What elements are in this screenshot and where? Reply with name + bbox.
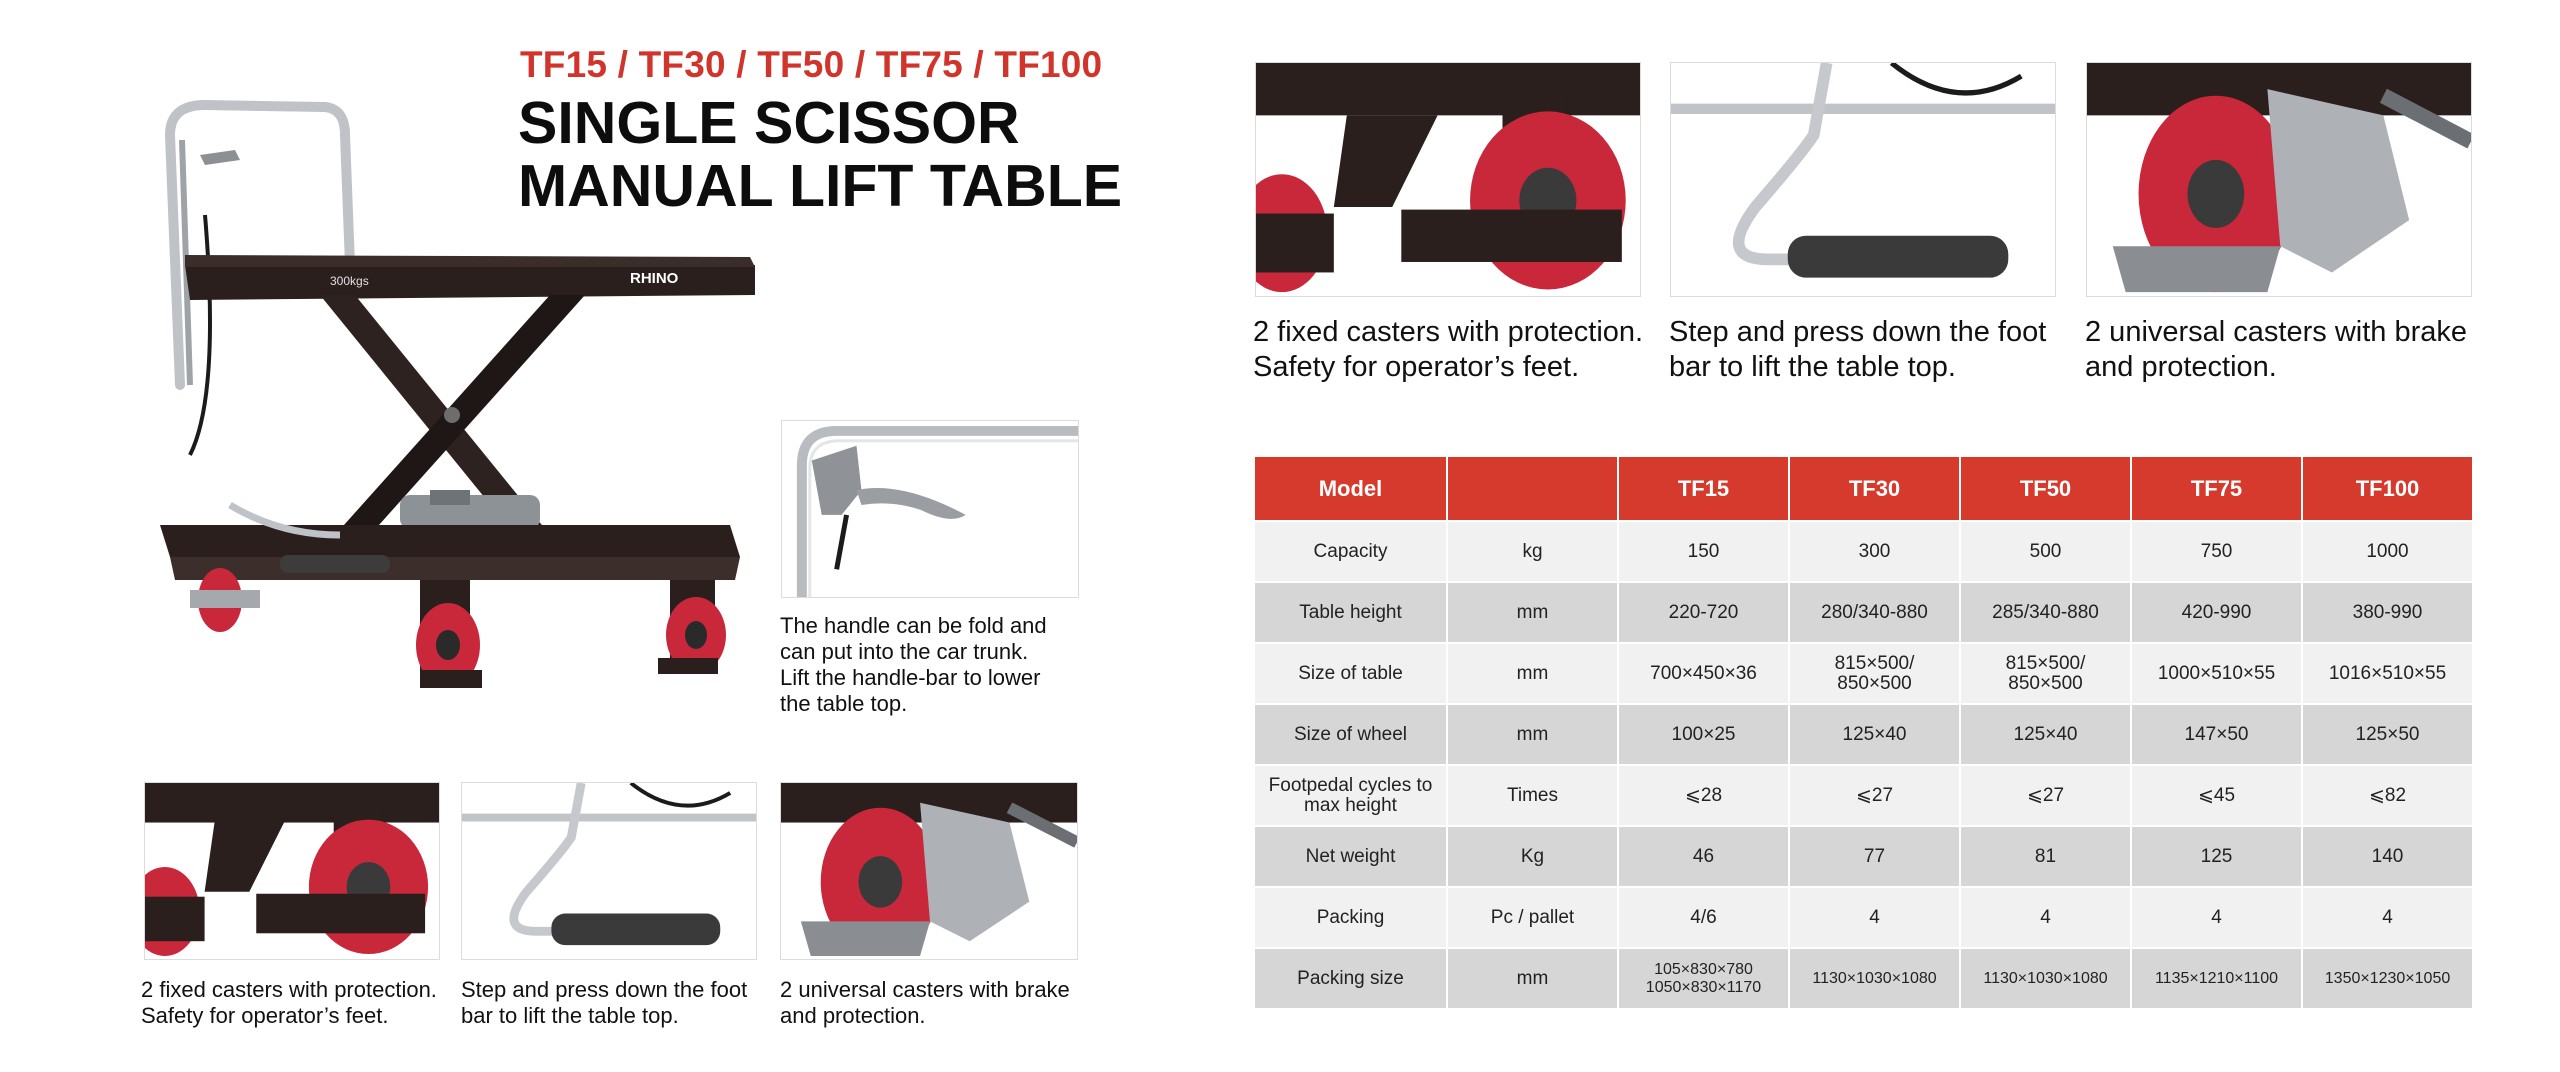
header-unit — [1447, 456, 1618, 521]
universal-casters-photo-large — [2086, 62, 2472, 297]
lift-table-product-image — [130, 95, 770, 745]
handle-caption-line: can put into the car trunk. — [780, 639, 1029, 664]
spec-value-cell: 750 — [2131, 521, 2302, 582]
spec-value-cell: 220-720 — [1618, 582, 1789, 643]
table-row — [1254, 704, 2473, 765]
spec-unit-cell: mm — [1447, 948, 1618, 1009]
universal-casters-caption-line: 2 universal casters with brake — [780, 977, 1070, 1002]
universal-casters-caption-line: and protection. — [2085, 351, 2277, 383]
spec-value-cell: 300 — [1789, 521, 1960, 582]
universal-casters-caption-small — [780, 977, 1100, 1029]
header-tf30: TF30 — [1789, 456, 1960, 521]
spec-value-cell: 4 — [1789, 887, 1960, 948]
spec-value-cell: 380-990 — [2302, 582, 2473, 643]
universal-casters-caption-line: 2 universal casters with brake — [2085, 316, 2467, 348]
spec-value-cell: 147×50 — [2131, 704, 2302, 765]
handle-caption-line: the table top. — [780, 691, 908, 716]
spec-value-cell: 815×500/ 850×500 — [1789, 643, 1960, 704]
spec-value-cell: 1135×1210×1100 — [2131, 948, 2302, 1009]
foot-bar-caption-line: Step and press down the foot — [461, 977, 748, 1002]
handle-caption — [780, 613, 1100, 717]
spec-value-cell: 140 — [2302, 826, 2473, 887]
header-tf75: TF75 — [2131, 456, 2302, 521]
spec-value-cell: 500 — [1960, 521, 2131, 582]
fixed-casters-caption-line: Safety for operator’s feet. — [141, 1003, 389, 1028]
table-row — [1254, 887, 2473, 948]
fixed-casters-photo-small — [144, 782, 440, 960]
spec-value-cell: 1016×510×55 — [2302, 643, 2473, 704]
title-line-2: MANUAL LIFT TABLE — [518, 153, 1123, 219]
header-tf50: TF50 — [1960, 456, 2131, 521]
spec-value-cell: ⩽27 — [1789, 765, 1960, 826]
table-row — [1254, 948, 2473, 1009]
fixed-casters-caption-small — [141, 977, 461, 1029]
spec-unit-cell: mm — [1447, 643, 1618, 704]
foot-bar-caption-line: Step and press down the foot — [1669, 316, 2047, 348]
spec-unit-cell: mm — [1447, 704, 1618, 765]
spec-label-cell: Footpedal cycles to max height — [1254, 765, 1447, 826]
spec-unit-cell: Times — [1447, 765, 1618, 826]
spec-value-cell: 700×450×36 — [1618, 643, 1789, 704]
handle-caption-line: The handle can be fold and — [780, 613, 1047, 638]
spec-value-cell: 285/340-880 — [1960, 582, 2131, 643]
fixed-casters-caption-line: Safety for operator’s feet. — [1253, 351, 1580, 383]
fixed-casters-photo-large — [1255, 62, 1641, 297]
header-model: Model — [1254, 456, 1447, 521]
handle-caption-line: Lift the handle-bar to lower — [780, 665, 1041, 690]
foot-bar-photo-small — [461, 782, 757, 960]
foot-bar-caption-line: bar to lift the table top. — [461, 1003, 679, 1028]
spec-label-cell: Packing size — [1254, 948, 1447, 1009]
spec-value-cell: 1130×1030×1080 — [1960, 948, 2131, 1009]
spec-label-cell: Capacity — [1254, 521, 1447, 582]
spec-value-cell: 1350×1230×1050 — [2302, 948, 2473, 1009]
universal-casters-caption-line: and protection. — [780, 1003, 926, 1028]
spec-label-cell: Size of wheel — [1254, 704, 1447, 765]
spec-value-cell: 105×830×780 1050×830×1170 — [1618, 948, 1789, 1009]
handle-detail-photo — [781, 420, 1079, 598]
spec-value-cell: 420-990 — [2131, 582, 2302, 643]
model-list-heading: TF15 / TF30 / TF50 / TF75 / TF100 — [520, 44, 1103, 85]
universal-casters-caption-large — [2085, 315, 2505, 385]
spec-value-cell: 4/6 — [1618, 887, 1789, 948]
fixed-casters-caption-line: 2 fixed casters with protection. — [141, 977, 437, 1002]
spec-value-cell: 77 — [1789, 826, 1960, 887]
specification-table — [1253, 455, 2474, 1010]
table-row — [1254, 582, 2473, 643]
spec-value-cell: 125×40 — [1789, 704, 1960, 765]
foot-bar-caption-large — [1669, 315, 2079, 385]
foot-bar-caption-small — [461, 977, 781, 1029]
spec-value-cell: 4 — [2302, 887, 2473, 948]
spec-value-cell: 280/340-880 — [1789, 582, 1960, 643]
fixed-casters-caption-large — [1253, 315, 1663, 385]
table-row — [1254, 826, 2473, 887]
table-row — [1254, 643, 2473, 704]
spec-value-cell: 125×50 — [2302, 704, 2473, 765]
spec-value-cell: 1000×510×55 — [2131, 643, 2302, 704]
spec-label-cell: Net weight — [1254, 826, 1447, 887]
spec-value-cell: ⩽28 — [1618, 765, 1789, 826]
spec-value-cell: 1000 — [2302, 521, 2473, 582]
title-line-1: SINGLE SCISSOR — [518, 90, 1020, 156]
spec-value-cell: 4 — [1960, 887, 2131, 948]
header-tf15: TF15 — [1618, 456, 1789, 521]
table-header-row — [1254, 456, 2473, 521]
universal-casters-photo-small — [780, 782, 1078, 960]
spec-value-cell: 125×40 — [1960, 704, 2131, 765]
spec-unit-cell: Pc / pallet — [1447, 887, 1618, 948]
spec-value-cell: 125 — [2131, 826, 2302, 887]
spec-value-cell: 815×500/ 850×500 — [1960, 643, 2131, 704]
spec-value-cell: ⩽27 — [1960, 765, 2131, 826]
brand-logo: RHINO — [630, 270, 679, 287]
spec-value-cell: ⩽45 — [2131, 765, 2302, 826]
spec-label-cell: Packing — [1254, 887, 1447, 948]
spec-value-cell: 4 — [2131, 887, 2302, 948]
spec-value-cell: 100×25 — [1618, 704, 1789, 765]
foot-bar-photo-large — [1670, 62, 2056, 297]
capacity-decal: 300kgs — [330, 274, 369, 288]
spec-value-cell: 1130×1030×1080 — [1789, 948, 1960, 1009]
spec-unit-cell: Kg — [1447, 826, 1618, 887]
spec-unit-cell: kg — [1447, 521, 1618, 582]
table-row — [1254, 521, 2473, 582]
foot-bar-caption-line: bar to lift the table top. — [1669, 351, 1956, 383]
spec-value-cell: 150 — [1618, 521, 1789, 582]
spec-value-cell: 46 — [1618, 826, 1789, 887]
spec-label-cell: Size of table — [1254, 643, 1447, 704]
spec-unit-cell: mm — [1447, 582, 1618, 643]
spec-value-cell: ⩽82 — [2302, 765, 2473, 826]
spec-value-cell: 81 — [1960, 826, 2131, 887]
table-row — [1254, 765, 2473, 826]
fixed-casters-caption-line: 2 fixed casters with protection. — [1253, 316, 1644, 348]
header-tf100: TF100 — [2302, 456, 2473, 521]
spec-label-cell: Table height — [1254, 582, 1447, 643]
